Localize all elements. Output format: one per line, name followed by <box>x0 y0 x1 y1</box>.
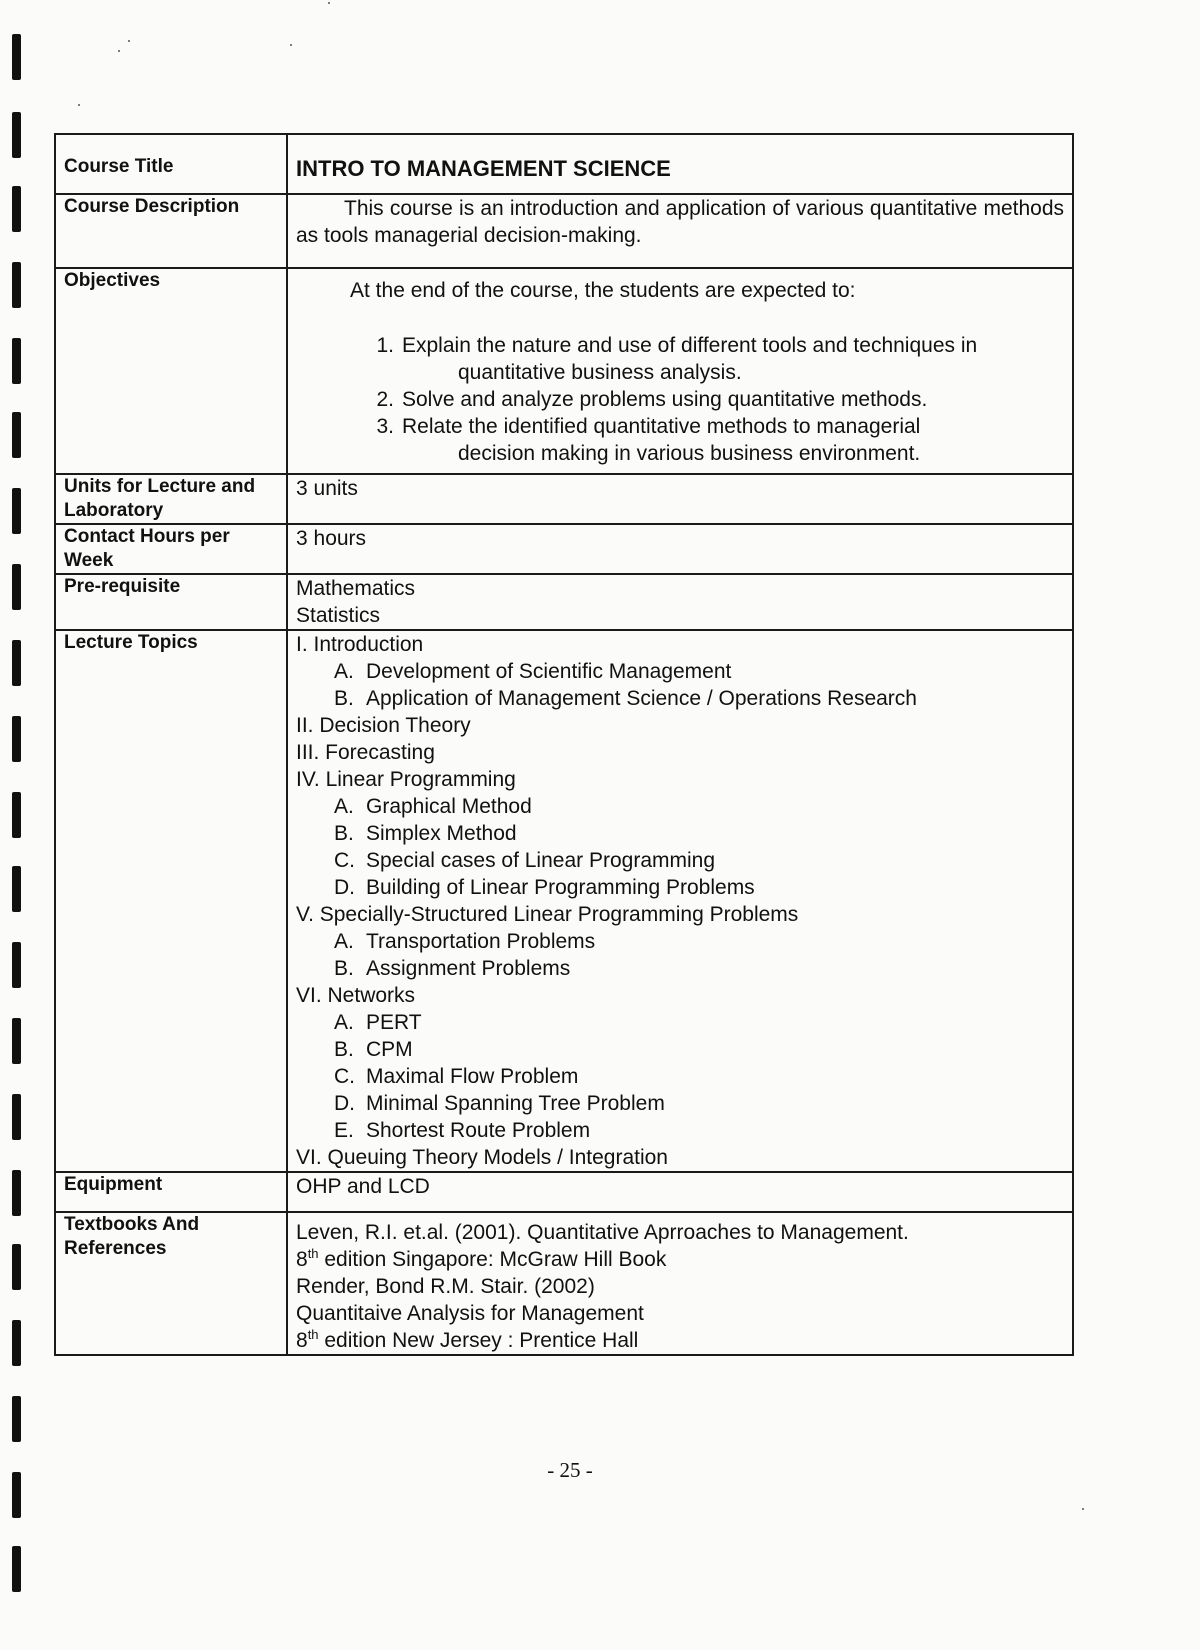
prerequisite-item: Statistics <box>296 604 381 627</box>
reference-text: edition New Jersey : Prentice Hall <box>318 1329 639 1352</box>
units-label: Units for Lecture and Laboratory <box>55 474 287 524</box>
binding-hole <box>12 262 21 308</box>
binding-hole <box>12 186 21 232</box>
subtopic-item <box>296 874 1064 901</box>
row-lecture-topics <box>55 630 1073 1172</box>
objective-item <box>296 386 1060 413</box>
topic-item: III. Forecasting <box>296 741 435 764</box>
edition-suffix: th <box>307 1327 319 1342</box>
subtopic-letter: A. <box>334 660 354 683</box>
binding-hole <box>12 1094 21 1140</box>
subtopic-text: Shortest Route Problem <box>366 1119 591 1142</box>
binding-hole <box>12 564 21 610</box>
subtopic-item <box>296 793 1064 820</box>
subtopic-item <box>296 1009 1064 1036</box>
subtopic-text: Development of Scientific Management <box>366 660 732 683</box>
binding-hole <box>12 792 21 838</box>
binding-hole <box>12 1244 21 1290</box>
subtopic-letter: C. <box>334 849 355 872</box>
prerequisite-label: Pre-requisite <box>55 574 287 630</box>
subtopic-item <box>296 658 1064 685</box>
subtopic-item <box>296 685 1064 712</box>
course-title-label: Course Title <box>55 134 287 194</box>
scan-speck <box>290 44 292 46</box>
subtopic-text: Building of Linear Programming Problems <box>366 876 755 899</box>
subtopic-text: Graphical Method <box>366 795 532 818</box>
textbooks-value <box>287 1212 1073 1355</box>
subtopic-letter: B. <box>334 1038 354 1061</box>
scan-speck <box>128 40 130 42</box>
binding-hole <box>12 942 21 988</box>
binding-hole <box>12 338 21 384</box>
objective-number: 1. <box>376 334 394 357</box>
subtopic-letter: D. <box>334 876 355 899</box>
topic-item: VI. Networks <box>296 984 416 1007</box>
binding-hole <box>12 640 21 686</box>
edition-number: 8 <box>296 1248 308 1271</box>
subtopic-text: Minimal Spanning Tree Problem <box>366 1092 665 1115</box>
subtopic-text: Maximal Flow Problem <box>366 1065 579 1088</box>
row-objectives <box>55 268 1073 474</box>
subtopic-item <box>296 847 1064 874</box>
row-textbooks <box>55 1212 1073 1355</box>
binding-holes <box>0 0 22 1650</box>
subtopic-item <box>296 1117 1064 1144</box>
subtopic-letter: A. <box>334 795 354 818</box>
objectives-list <box>296 332 1064 473</box>
course-description-value: This course is an introduction and application of various quantitative methods as tools managerial decision-making. <box>287 194 1073 268</box>
contact-hours-value: 3 hours <box>287 524 1073 574</box>
reference-line: Quantitaive Analysis for Management <box>296 1302 644 1325</box>
reference-line: Leven, R.I. et.al. (2001). Quantitative Aprroaches to Management. <box>296 1221 909 1244</box>
units-value: 3 units <box>287 474 1073 524</box>
objective-text: Solve and analyze problems using quantitative methods. <box>402 388 928 411</box>
binding-hole <box>12 412 21 458</box>
lecture-topics-value <box>287 630 1073 1172</box>
objectives-value <box>287 268 1073 474</box>
subtopic-item <box>296 1090 1064 1117</box>
reference-text: edition Singapore: McGraw Hill Book <box>318 1248 667 1271</box>
topic-item: IV. Linear Programming <box>296 768 516 791</box>
objective-item <box>296 413 1060 467</box>
contact-hours-label: Contact Hours per Week <box>55 524 287 574</box>
binding-hole <box>12 1320 21 1366</box>
subtopic-text: Application of Management Science / Operations Research <box>366 687 917 710</box>
prerequisite-value <box>287 574 1073 630</box>
subtopic-letter: B. <box>334 687 354 710</box>
binding-hole <box>12 1546 21 1592</box>
topic-item: II. Decision Theory <box>296 714 471 737</box>
objective-text-cont: quantitative business analysis. <box>458 361 742 384</box>
row-course-description <box>55 194 1073 268</box>
subtopic-letter: A. <box>334 930 354 953</box>
binding-hole <box>12 1018 21 1064</box>
edition-number: 8 <box>296 1329 308 1352</box>
objective-number: 2. <box>376 388 394 411</box>
binding-hole <box>12 1170 21 1216</box>
course-description-label: Course Description <box>55 194 287 268</box>
scan-speck <box>118 50 120 52</box>
prerequisite-item: Mathematics <box>296 577 416 600</box>
row-contact-hours <box>55 524 1073 574</box>
subtopic-text: CPM <box>366 1038 413 1061</box>
binding-hole <box>12 34 21 80</box>
binding-hole <box>12 112 21 158</box>
subtopic-letter: B. <box>334 822 354 845</box>
reference-line: Render, Bond R.M. Stair. (2002) <box>296 1275 595 1298</box>
objectives-intro: At the end of the course, the students are expected to: <box>350 279 856 302</box>
subtopic-item <box>296 1063 1064 1090</box>
topic-list <box>296 631 1064 1171</box>
subtopic-text: PERT <box>366 1011 422 1034</box>
lecture-topics-label: Lecture Topics <box>55 630 287 1172</box>
scan-speck <box>1082 1508 1084 1510</box>
equipment-value: OHP and LCD <box>287 1172 1073 1212</box>
objective-number: 3. <box>376 415 394 438</box>
subtopic-letter: A. <box>334 1011 354 1034</box>
objective-text: Relate the identified quantitative methods to managerial <box>402 415 921 438</box>
row-equipment <box>55 1172 1073 1212</box>
row-units <box>55 474 1073 524</box>
subtopic-item <box>296 928 1064 955</box>
subtopic-text: Assignment Problems <box>366 957 571 980</box>
scan-speck <box>78 104 80 106</box>
binding-hole <box>12 716 21 762</box>
subtopic-item <box>296 820 1064 847</box>
subtopic-item <box>296 955 1064 982</box>
binding-hole <box>12 1396 21 1442</box>
subtopic-letter: B. <box>334 957 354 980</box>
objective-text: Explain the nature and use of different tools and techniques in <box>402 334 978 357</box>
binding-hole <box>12 488 21 534</box>
subtopic-text: Special cases of Linear Programming <box>366 849 716 872</box>
reference-line <box>296 1246 1064 1273</box>
subtopic-letter: D. <box>334 1092 355 1115</box>
edition-suffix: th <box>307 1246 319 1261</box>
scan-speck <box>328 2 330 4</box>
subtopic-text: Simplex Method <box>366 822 517 845</box>
binding-hole <box>12 866 21 912</box>
topic-item: V. Specially-Structured Linear Programming Problems <box>296 903 799 926</box>
subtopic-letter: E. <box>334 1119 354 1142</box>
textbooks-label: Textbooks And References <box>55 1212 287 1355</box>
subtopic-letter: C. <box>334 1065 355 1088</box>
subtopic-item <box>296 1036 1064 1063</box>
page-number: - 25 - <box>547 1458 593 1482</box>
course-syllabus-table <box>54 133 1074 1356</box>
row-course-title <box>55 134 1073 194</box>
equipment-label: Equipment <box>55 1172 287 1212</box>
objective-item <box>296 332 1060 386</box>
objective-text-cont: decision making in various business environment. <box>458 442 921 465</box>
course-title-value: INTRO TO MANAGEMENT SCIENCE <box>287 134 1073 194</box>
reference-line <box>296 1327 1064 1354</box>
objectives-label: Objectives <box>55 268 287 474</box>
topic-item: I. Introduction <box>296 633 424 656</box>
row-prerequisite <box>55 574 1073 630</box>
subtopic-text: Transportation Problems <box>366 930 596 953</box>
topic-item: VI. Queuing Theory Models / Integration <box>296 1146 668 1169</box>
